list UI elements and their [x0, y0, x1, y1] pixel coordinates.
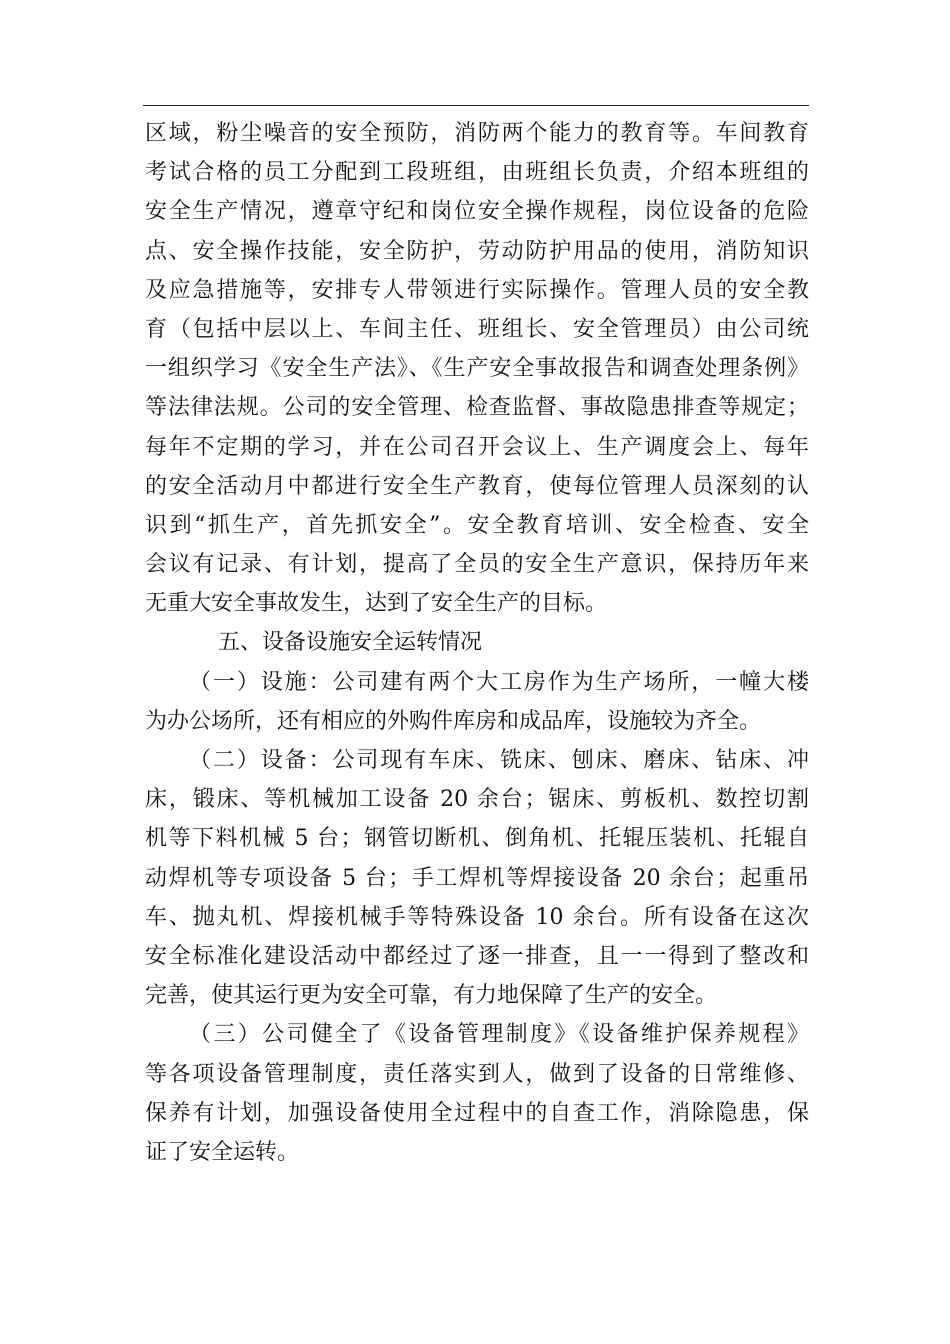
text-line: 每年不定期的学习，并在公司召开会议上、生产调度会上、每年: [145, 434, 809, 460]
text-line: 无重大安全事故发生，达到了安全生产的目标。: [145, 591, 608, 617]
text-line: 考试合格的员工分配到工段班组，由班组长负责，介绍本班组的: [145, 160, 809, 186]
text-line: （二）设备：公司现有车床、铣床、刨床、磨床、钻床、冲: [189, 748, 809, 773]
text-line: 等各项设备管理制度，责任落实到人，做到了设备的日常维修、: [145, 1061, 809, 1087]
text-line: 安全标准化建设活动中都经过了逐一排查，且一一得到了整改和: [145, 943, 809, 969]
text-line: 一组织学习《安全生产法》、《生产安全事故报告和调查处理条例》: [145, 356, 809, 382]
paragraph-1: [145, 114, 809, 623]
text-line: 安全生产情况，遵章守纪和岗位安全操作规程，岗位设备的危险: [145, 199, 809, 225]
text-line: 区域，粉尘噪音的安全预防，消防两个能力的教育等。车间教育: [145, 121, 809, 146]
text-line: 车、抛丸机、焊接机械手等特殊设备 10 余台。所有设备在这次: [145, 904, 809, 930]
text-line: 会议有记录、有计划，提高了全员的安全生产意识，保持历年来: [145, 552, 809, 578]
text-line: 证了安全运转。: [145, 1139, 300, 1165]
paragraph-equipment: [145, 741, 809, 1015]
text-line: 育（包括中层以上、车间主任、班组长、安全管理员）由公司统: [145, 316, 809, 342]
section-heading: 五、设备设施安全运转情况: [218, 630, 483, 656]
paragraph-management: [145, 1015, 809, 1172]
text-line: （一）设施：公司建有两个大工房作为生产场所，一幢大楼: [189, 669, 809, 695]
text-line: 点、安全操作技能，安全防护，劳动防护用品的使用，消防知识: [145, 238, 809, 264]
document-body: [145, 114, 809, 1172]
text-line: （三）公司健全了《设备管理制度》《设备维护保养规程》: [189, 1022, 809, 1048]
text-line: 的安全活动月中都进行安全生产教育，使每位管理人员深刻的认: [145, 473, 809, 499]
text-line: 识到“抓生产，首先抓安全”。安全教育培训、安全检查、安全: [145, 512, 809, 538]
text-line: 机等下料机械 5 台；钢管切断机、倒角机、托辊压装机、托辊自: [145, 826, 809, 852]
text-line: 及应急措施等，安排专人带领进行实际操作。管理人员的安全教: [145, 277, 809, 303]
text-line: 动焊机等专项设备 5 台；手工焊机等焊接设备 20 余台；起重吊: [145, 865, 809, 891]
header-rule: [143, 105, 809, 106]
text-line: 等法律法规。公司的安全管理、检查监督、事故隐患排查等规定；: [145, 395, 809, 421]
text-line: 完善，使其运行更为安全可靠，有力地保障了生产的安全。: [145, 983, 718, 1009]
text-line: 保养有计划，加强设备使用全过程中的自查工作，消除隐患，保: [145, 1100, 809, 1126]
text-line: 床，锻床、等机械加工设备 20 余台；锯床、剪板机、数控切割: [145, 787, 809, 813]
text-line: 为办公场所，还有相应的外购件库房和成品库，设施较为齐全。: [145, 708, 762, 734]
paragraph-facilities: [145, 663, 809, 741]
